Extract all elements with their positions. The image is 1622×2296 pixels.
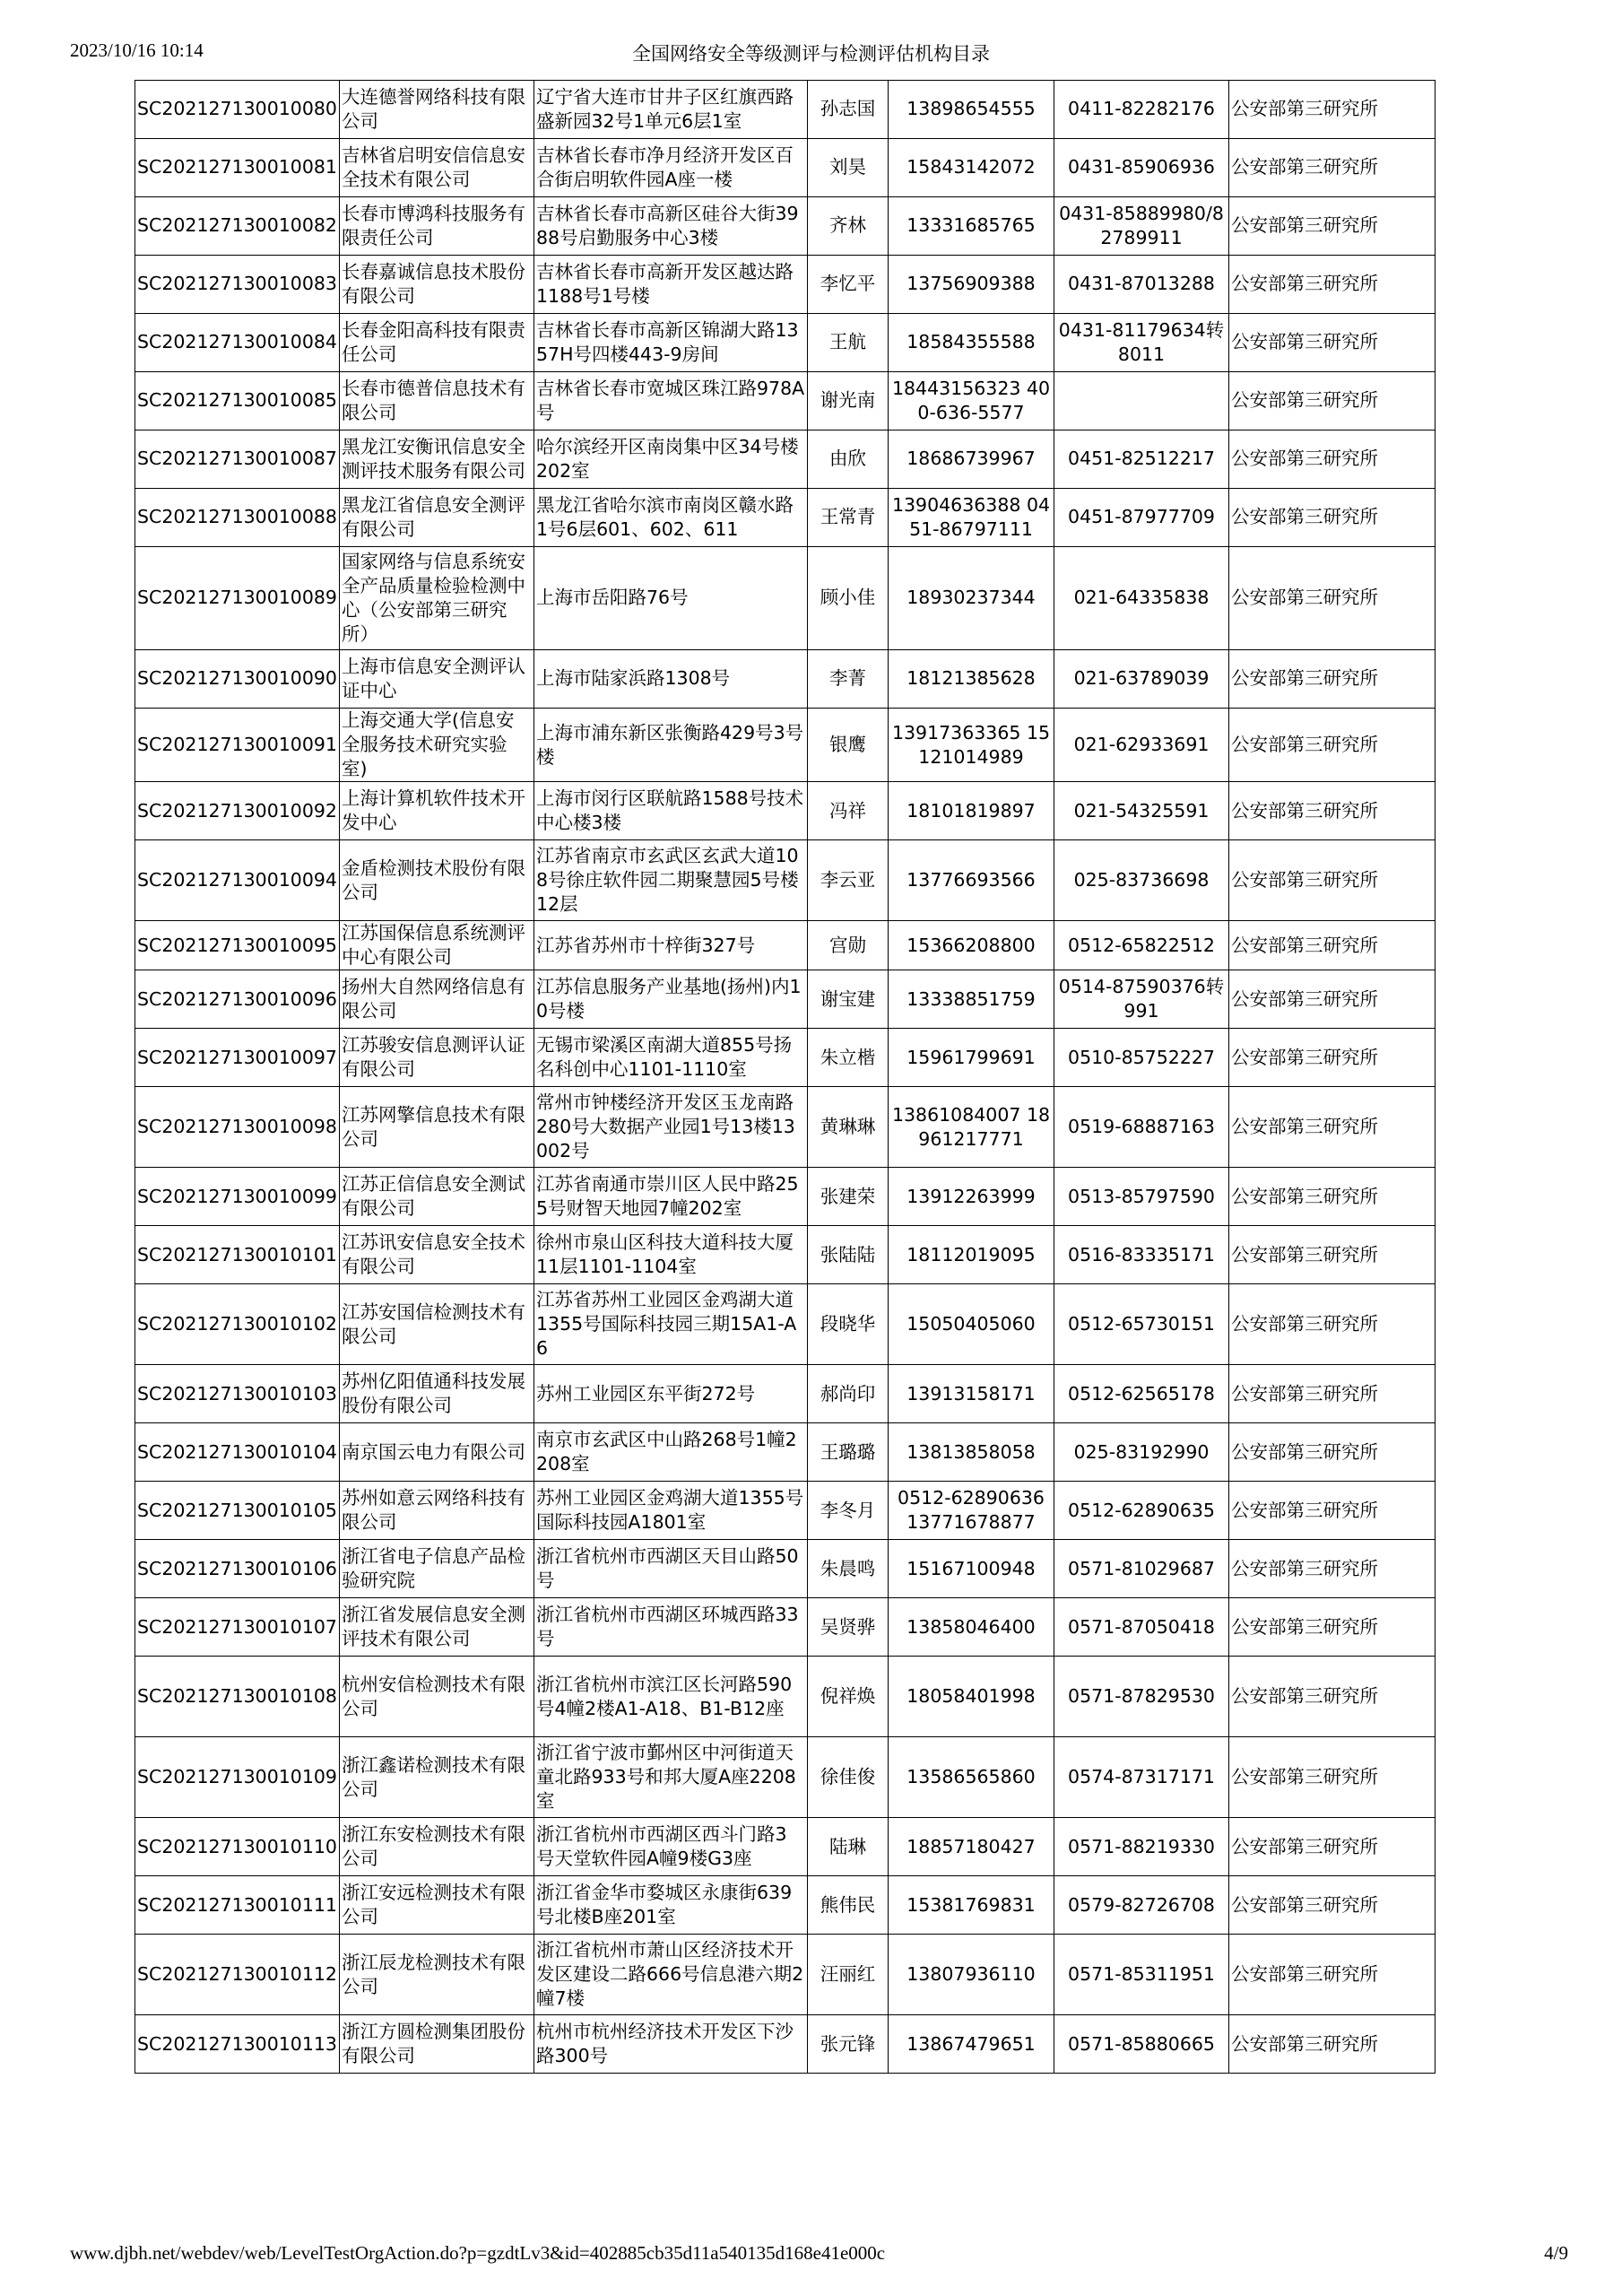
contact-mobile-cell: 13861084007 18961217771 — [889, 1087, 1054, 1168]
table-body — [135, 81, 1436, 2074]
contact-person-cell: 熊伟民 — [808, 1876, 889, 1935]
authority-cell: 公安部第三研究所 — [1229, 1284, 1436, 1365]
contact-phone-cell: 0451-82512217 — [1054, 430, 1229, 489]
org-id-cell: SC202127130010092 — [135, 782, 340, 840]
org-name-cell: 长春市德普信息技术有限公司 — [340, 372, 534, 430]
contact-person-cell: 张元锋 — [808, 2015, 889, 2074]
org-id-cell: SC202127130010080 — [135, 81, 340, 139]
contact-phone-cell: 0579-82726708 — [1054, 1876, 1229, 1935]
contact-phone-cell: 0431-85906936 — [1054, 139, 1229, 197]
table-row — [135, 1657, 1436, 1737]
org-id-cell: SC202127130010111 — [135, 1876, 340, 1935]
contact-person-cell: 张建荣 — [808, 1168, 889, 1226]
org-address-cell: 吉林省长春市净月经济开发区百合街启明软件园A座一楼 — [534, 139, 808, 197]
org-address-cell: 徐州市泉山区科技大道科技大厦11层1101-1104室 — [534, 1226, 808, 1284]
contact-phone-cell: 0512-62565178 — [1054, 1365, 1229, 1423]
authority-cell: 公安部第三研究所 — [1229, 1876, 1436, 1935]
table-row — [135, 709, 1436, 782]
org-name-cell: 杭州安信检测技术有限公司 — [340, 1657, 534, 1737]
org-id-cell: SC202127130010108 — [135, 1657, 340, 1737]
org-id-cell: SC202127130010087 — [135, 430, 340, 489]
contact-person-cell: 李冬月 — [808, 1482, 889, 1540]
contact-mobile-cell: 13338851759 — [889, 970, 1054, 1029]
authority-cell: 公安部第三研究所 — [1229, 1657, 1436, 1737]
contact-person-cell: 王璐璐 — [808, 1423, 889, 1482]
institution-table — [134, 80, 1436, 2074]
table-row — [135, 256, 1436, 314]
org-name-cell: 金盾检测技术股份有限公司 — [340, 840, 534, 921]
table-row — [135, 1284, 1436, 1365]
authority-cell: 公安部第三研究所 — [1229, 1482, 1436, 1540]
table-row — [135, 139, 1436, 197]
page-title: 全国网络安全等级测评与检测评估机构目录 — [632, 43, 990, 65]
org-name-cell: 江苏安国信检测技术有限公司 — [340, 1284, 534, 1365]
contact-phone-cell: 0510-85752227 — [1054, 1029, 1229, 1087]
table-row — [135, 1087, 1436, 1168]
org-id-cell: SC202127130010094 — [135, 840, 340, 921]
table-row — [135, 1365, 1436, 1423]
contact-mobile-cell: 18857180427 — [889, 1818, 1054, 1876]
table-row — [135, 1423, 1436, 1482]
org-address-cell: 苏州工业园区东平街272号 — [534, 1365, 808, 1423]
contact-person-cell: 王航 — [808, 314, 889, 372]
contact-person-cell: 段晓华 — [808, 1284, 889, 1365]
contact-phone-cell: 021-64335838 — [1054, 547, 1229, 650]
org-name-cell: 国家网络与信息系统安全产品质量检验检测中心（公安部第三研究所） — [340, 547, 534, 650]
contact-mobile-cell: 13807936110 — [889, 1935, 1054, 2015]
table-row — [135, 921, 1436, 970]
authority-cell: 公安部第三研究所 — [1229, 921, 1436, 970]
org-name-cell: 大连德誉网络科技有限公司 — [340, 81, 534, 139]
org-name-cell: 江苏正信信息安全测试有限公司 — [340, 1168, 534, 1226]
authority-cell: 公安部第三研究所 — [1229, 139, 1436, 197]
contact-person-cell: 朱立楷 — [808, 1029, 889, 1087]
org-id-cell: SC202127130010089 — [135, 547, 340, 650]
contact-mobile-cell: 13813858058 — [889, 1423, 1054, 1482]
contact-phone-cell: 0571-87829530 — [1054, 1657, 1229, 1737]
contact-phone-cell: 0571-81029687 — [1054, 1540, 1229, 1598]
contact-mobile-cell: 15167100948 — [889, 1540, 1054, 1598]
contact-mobile-cell: 18058401998 — [889, 1657, 1054, 1737]
contact-person-cell: 王常青 — [808, 489, 889, 547]
org-id-cell: SC202127130010105 — [135, 1482, 340, 1540]
org-address-cell: 江苏省南通市崇川区人民中路255号财智天地园7幢202室 — [534, 1168, 808, 1226]
table-row — [135, 1226, 1436, 1284]
table-row — [135, 1598, 1436, 1657]
org-name-cell: 浙江省电子信息产品检验研究院 — [340, 1540, 534, 1598]
contact-person-cell: 黄琳琳 — [808, 1087, 889, 1168]
org-name-cell: 上海交通大学(信息安全服务技术研究实验室) — [340, 709, 534, 782]
org-address-cell: 无锡市梁溪区南湖大道855号扬名科创中心1101-1110室 — [534, 1029, 808, 1087]
authority-cell: 公安部第三研究所 — [1229, 547, 1436, 650]
table-row — [135, 81, 1436, 139]
contact-phone-cell: 0431-85889980/82789911 — [1054, 197, 1229, 256]
table-row — [135, 372, 1436, 430]
contact-phone-cell: 0514-87590376转991 — [1054, 970, 1229, 1029]
authority-cell: 公安部第三研究所 — [1229, 1029, 1436, 1087]
table-row — [135, 782, 1436, 840]
org-id-cell: SC202127130010096 — [135, 970, 340, 1029]
table-row — [135, 970, 1436, 1029]
authority-cell: 公安部第三研究所 — [1229, 1168, 1436, 1226]
org-id-cell: SC202127130010107 — [135, 1598, 340, 1657]
authority-cell: 公安部第三研究所 — [1229, 1226, 1436, 1284]
org-address-cell: 南京市玄武区中山路268号1幢2208室 — [534, 1423, 808, 1482]
org-id-cell: SC202127130010101 — [135, 1226, 340, 1284]
table-row — [135, 547, 1436, 650]
authority-cell: 公安部第三研究所 — [1229, 650, 1436, 709]
contact-phone-cell — [1054, 372, 1229, 430]
table-row — [135, 1818, 1436, 1876]
org-name-cell: 长春市博鸿科技服务有限责任公司 — [340, 197, 534, 256]
table-row — [135, 650, 1436, 709]
org-name-cell: 浙江鑫诺检测技术有限公司 — [340, 1737, 534, 1818]
org-address-cell: 上海市浦东新区张衡路429号3号楼 — [534, 709, 808, 782]
contact-phone-cell: 021-63789039 — [1054, 650, 1229, 709]
org-address-cell: 江苏信息服务产业基地(扬州)内10号楼 — [534, 970, 808, 1029]
org-address-cell: 浙江省杭州市西湖区天目山路50号 — [534, 1540, 808, 1598]
contact-phone-cell: 0516-83335171 — [1054, 1226, 1229, 1284]
contact-person-cell: 陆琳 — [808, 1818, 889, 1876]
org-name-cell: 浙江东安检测技术有限公司 — [340, 1818, 534, 1876]
org-address-cell: 浙江省杭州市西湖区西斗门路3号天堂软件园A幢9楼G3座 — [534, 1818, 808, 1876]
org-address-cell: 浙江省宁波市鄞州区中河街道天童北路933号和邦大厦A座2208室 — [534, 1737, 808, 1818]
org-name-cell: 吉林省启明安信信息安全技术有限公司 — [340, 139, 534, 197]
table-row — [135, 1737, 1436, 1818]
authority-cell: 公安部第三研究所 — [1229, 709, 1436, 782]
authority-cell: 公安部第三研究所 — [1229, 489, 1436, 547]
org-id-cell: SC202127130010084 — [135, 314, 340, 372]
contact-phone-cell: 0571-85880665 — [1054, 2015, 1229, 2074]
contact-mobile-cell: 0512-62890636 13771678877 — [889, 1482, 1054, 1540]
contact-mobile-cell: 13904636388 0451-86797111 — [889, 489, 1054, 547]
org-address-cell: 浙江省杭州市滨江区长河路590号4幢2楼A1-A18、B1-B12座 — [534, 1657, 808, 1737]
contact-person-cell: 齐林 — [808, 197, 889, 256]
org-name-cell: 南京国云电力有限公司 — [340, 1423, 534, 1482]
authority-cell: 公安部第三研究所 — [1229, 197, 1436, 256]
table-row — [135, 489, 1436, 547]
contact-phone-cell: 0512-65822512 — [1054, 921, 1229, 970]
contact-mobile-cell: 18121385628 — [889, 650, 1054, 709]
org-address-cell: 吉林省长春市高新区硅谷大街3988号启勤服务中心3楼 — [534, 197, 808, 256]
authority-cell: 公安部第三研究所 — [1229, 256, 1436, 314]
contact-mobile-cell: 13898654555 — [889, 81, 1054, 139]
org-address-cell: 江苏省南京市玄武区玄武大道108号徐庄软件园二期聚慧园5号楼12层 — [534, 840, 808, 921]
table-row — [135, 1540, 1436, 1598]
contact-person-cell: 吴贤骅 — [808, 1598, 889, 1657]
org-id-cell: SC202127130010102 — [135, 1284, 340, 1365]
org-id-cell: SC202127130010095 — [135, 921, 340, 970]
org-name-cell: 浙江省发展信息安全测评技术有限公司 — [340, 1598, 534, 1657]
contact-mobile-cell: 13331685765 — [889, 197, 1054, 256]
contact-mobile-cell: 13913158171 — [889, 1365, 1054, 1423]
org-address-cell: 常州市钟楼经济开发区玉龙南路280号大数据产业园1号13楼13002号 — [534, 1087, 808, 1168]
contact-person-cell: 孙志国 — [808, 81, 889, 139]
table-row — [135, 430, 1436, 489]
org-id-cell: SC202127130010082 — [135, 197, 340, 256]
contact-mobile-cell: 15381769831 — [889, 1876, 1054, 1935]
org-address-cell: 吉林省长春市宽城区珠江路978A号 — [534, 372, 808, 430]
contact-phone-cell: 025-83736698 — [1054, 840, 1229, 921]
org-name-cell: 江苏骏安信息测评认证有限公司 — [340, 1029, 534, 1087]
contact-mobile-cell: 13858046400 — [889, 1598, 1054, 1657]
org-id-cell: SC202127130010097 — [135, 1029, 340, 1087]
table-row — [135, 1876, 1436, 1935]
org-name-cell: 浙江安远检测技术有限公司 — [340, 1876, 534, 1935]
contact-mobile-cell: 18101819897 — [889, 782, 1054, 840]
org-name-cell: 黑龙江安衡讯信息安全测评技术服务有限公司 — [340, 430, 534, 489]
page-number: 4/9 — [1544, 2242, 1568, 2264]
org-id-cell: SC202127130010090 — [135, 650, 340, 709]
table-row — [135, 314, 1436, 372]
authority-cell: 公安部第三研究所 — [1229, 372, 1436, 430]
authority-cell: 公安部第三研究所 — [1229, 1818, 1436, 1876]
table-row — [135, 1935, 1436, 2015]
contact-phone-cell: 0411-82282176 — [1054, 81, 1229, 139]
org-id-cell: SC202127130010104 — [135, 1423, 340, 1482]
org-address-cell: 江苏省苏州工业园区金鸡湖大道1355号国际科技园三期15A1-A6 — [534, 1284, 808, 1365]
contact-phone-cell: 0512-62890635 — [1054, 1482, 1229, 1540]
authority-cell: 公安部第三研究所 — [1229, 1540, 1436, 1598]
contact-person-cell: 银鹰 — [808, 709, 889, 782]
org-id-cell: SC202127130010091 — [135, 709, 340, 782]
contact-phone-cell: 021-62933691 — [1054, 709, 1229, 782]
contact-person-cell: 李云亚 — [808, 840, 889, 921]
contact-mobile-cell: 13756909388 — [889, 256, 1054, 314]
org-name-cell: 上海计算机软件技术开发中心 — [340, 782, 534, 840]
org-address-cell: 上海市陆家浜路1308号 — [534, 650, 808, 709]
org-id-cell: SC202127130010083 — [135, 256, 340, 314]
contact-person-cell: 张陆陆 — [808, 1226, 889, 1284]
contact-person-cell: 冯祥 — [808, 782, 889, 840]
contact-phone-cell: 0519-68887163 — [1054, 1087, 1229, 1168]
authority-cell: 公安部第三研究所 — [1229, 1935, 1436, 2015]
org-name-cell: 苏州如意云网络科技有限公司 — [340, 1482, 534, 1540]
org-id-cell: SC202127130010110 — [135, 1818, 340, 1876]
org-id-cell: SC202127130010099 — [135, 1168, 340, 1226]
org-address-cell: 上海市岳阳路76号 — [534, 547, 808, 650]
contact-phone-cell: 0571-85311951 — [1054, 1935, 1229, 2015]
contact-mobile-cell: 15050405060 — [889, 1284, 1054, 1365]
org-id-cell: SC202127130010085 — [135, 372, 340, 430]
contact-mobile-cell: 13776693566 — [889, 840, 1054, 921]
contact-mobile-cell: 13912263999 — [889, 1168, 1054, 1226]
org-id-cell: SC202127130010081 — [135, 139, 340, 197]
org-name-cell: 长春嘉诚信息技术股份有限公司 — [340, 256, 534, 314]
authority-cell: 公安部第三研究所 — [1229, 1423, 1436, 1482]
contact-person-cell: 朱晨鸣 — [808, 1540, 889, 1598]
org-address-cell: 黑龙江省哈尔滨市南岗区赣水路1号6层601、602、611 — [534, 489, 808, 547]
contact-phone-cell: 0571-88219330 — [1054, 1818, 1229, 1876]
org-name-cell: 上海市信息安全测评认证中心 — [340, 650, 534, 709]
org-name-cell: 江苏讯安信息安全技术有限公司 — [340, 1226, 534, 1284]
authority-cell: 公安部第三研究所 — [1229, 970, 1436, 1029]
org-address-cell: 杭州市杭州经济技术开发区下沙路300号 — [534, 2015, 808, 2074]
org-name-cell: 苏州亿阳值通科技发展股份有限公司 — [340, 1365, 534, 1423]
contact-person-cell: 由欣 — [808, 430, 889, 489]
contact-person-cell: 宫勋 — [808, 921, 889, 970]
org-name-cell: 扬州大自然网络信息有限公司 — [340, 970, 534, 1029]
org-name-cell: 黑龙江省信息安全测评有限公司 — [340, 489, 534, 547]
org-id-cell: SC202127130010103 — [135, 1365, 340, 1423]
contact-mobile-cell: 13867479651 — [889, 2015, 1054, 2074]
contact-phone-cell: 0431-87013288 — [1054, 256, 1229, 314]
contact-mobile-cell: 13586565860 — [889, 1737, 1054, 1818]
org-name-cell: 浙江方圆检测集团股份有限公司 — [340, 2015, 534, 2074]
org-address-cell: 上海市闵行区联航路1588号技术中心楼3楼 — [534, 782, 808, 840]
authority-cell: 公安部第三研究所 — [1229, 1087, 1436, 1168]
table-row — [135, 1029, 1436, 1087]
org-id-cell: SC202127130010109 — [135, 1737, 340, 1818]
contact-phone-cell: 0451-87977709 — [1054, 489, 1229, 547]
contact-mobile-cell: 18443156323 400-636-5577 — [889, 372, 1054, 430]
org-address-cell: 浙江省金华市婺城区永康街639号北楼B座201室 — [534, 1876, 808, 1935]
table-row — [135, 1168, 1436, 1226]
org-address-cell: 浙江省杭州市西湖区环城西路33号 — [534, 1598, 808, 1657]
contact-person-cell: 倪祥焕 — [808, 1657, 889, 1737]
table-row — [135, 2015, 1436, 2074]
contact-person-cell: 郝尚印 — [808, 1365, 889, 1423]
contact-person-cell: 李忆平 — [808, 256, 889, 314]
authority-cell: 公安部第三研究所 — [1229, 1365, 1436, 1423]
contact-mobile-cell: 18112019095 — [889, 1226, 1054, 1284]
org-id-cell: SC202127130010113 — [135, 2015, 340, 2074]
org-address-cell: 江苏省苏州市十梓街327号 — [534, 921, 808, 970]
org-address-cell: 吉林省长春市高新开发区越达路1188号1号楼 — [534, 256, 808, 314]
contact-person-cell: 谢宝建 — [808, 970, 889, 1029]
contact-person-cell: 汪丽红 — [808, 1935, 889, 2015]
authority-cell: 公安部第三研究所 — [1229, 2015, 1436, 2074]
contact-phone-cell: 0431-81179634转8011 — [1054, 314, 1229, 372]
contact-phone-cell: 0513-85797590 — [1054, 1168, 1229, 1226]
org-id-cell: SC202127130010112 — [135, 1935, 340, 2015]
authority-cell: 公安部第三研究所 — [1229, 430, 1436, 489]
org-address-cell: 苏州工业园区金鸡湖大道1355号国际科技园A1801室 — [534, 1482, 808, 1540]
authority-cell: 公安部第三研究所 — [1229, 1598, 1436, 1657]
contact-person-cell: 徐佳俊 — [808, 1737, 889, 1818]
table-row — [135, 1482, 1436, 1540]
authority-cell: 公安部第三研究所 — [1229, 314, 1436, 372]
table-row — [135, 197, 1436, 256]
contact-mobile-cell: 15843142072 — [889, 139, 1054, 197]
contact-phone-cell: 0571-87050418 — [1054, 1598, 1229, 1657]
table-row — [135, 840, 1436, 921]
org-name-cell: 长春金阳高科技有限责任公司 — [340, 314, 534, 372]
print-timestamp: 2023/10/16 10:14 — [70, 39, 204, 61]
org-id-cell: SC202127130010088 — [135, 489, 340, 547]
authority-cell: 公安部第三研究所 — [1229, 782, 1436, 840]
org-address-cell: 浙江省杭州市萧山区经济技术开发区建设二路666号信息港六期2幢7楼 — [534, 1935, 808, 2015]
authority-cell: 公安部第三研究所 — [1229, 1737, 1436, 1818]
contact-mobile-cell: 15366208800 — [889, 921, 1054, 970]
org-name-cell: 浙江辰龙检测技术有限公司 — [340, 1935, 534, 2015]
contact-phone-cell: 021-54325591 — [1054, 782, 1229, 840]
contact-mobile-cell: 15961799691 — [889, 1029, 1054, 1087]
contact-phone-cell: 0574-87317171 — [1054, 1737, 1229, 1818]
org-name-cell: 江苏国保信息系统测评中心有限公司 — [340, 921, 534, 970]
contact-mobile-cell: 18584355588 — [889, 314, 1054, 372]
contact-mobile-cell: 18686739967 — [889, 430, 1054, 489]
contact-person-cell: 谢光南 — [808, 372, 889, 430]
source-url: www.djbh.net/webdev/web/LevelTestOrgAction.do?p=gzdtLv3&id=402885cb35d11a540135d168e41e000c — [70, 2242, 886, 2264]
contact-phone-cell: 025-83192990 — [1054, 1423, 1229, 1482]
contact-phone-cell: 0512-65730151 — [1054, 1284, 1229, 1365]
org-id-cell: SC202127130010098 — [135, 1087, 340, 1168]
contact-mobile-cell: 13917363365 15121014989 — [889, 709, 1054, 782]
contact-mobile-cell: 18930237344 — [889, 547, 1054, 650]
contact-person-cell: 李菁 — [808, 650, 889, 709]
org-address-cell: 辽宁省大连市甘井子区红旗西路盛新园32号1单元6层1室 — [534, 81, 808, 139]
org-name-cell: 江苏网擎信息技术有限公司 — [340, 1087, 534, 1168]
contact-person-cell: 刘昊 — [808, 139, 889, 197]
authority-cell: 公安部第三研究所 — [1229, 840, 1436, 921]
org-address-cell: 哈尔滨经开区南岗集中区34号楼202室 — [534, 430, 808, 489]
org-id-cell: SC202127130010106 — [135, 1540, 340, 1598]
org-address-cell: 吉林省长春市高新区锦湖大路1357H号四楼443-9房间 — [534, 314, 808, 372]
contact-person-cell: 顾小佳 — [808, 547, 889, 650]
authority-cell: 公安部第三研究所 — [1229, 81, 1436, 139]
